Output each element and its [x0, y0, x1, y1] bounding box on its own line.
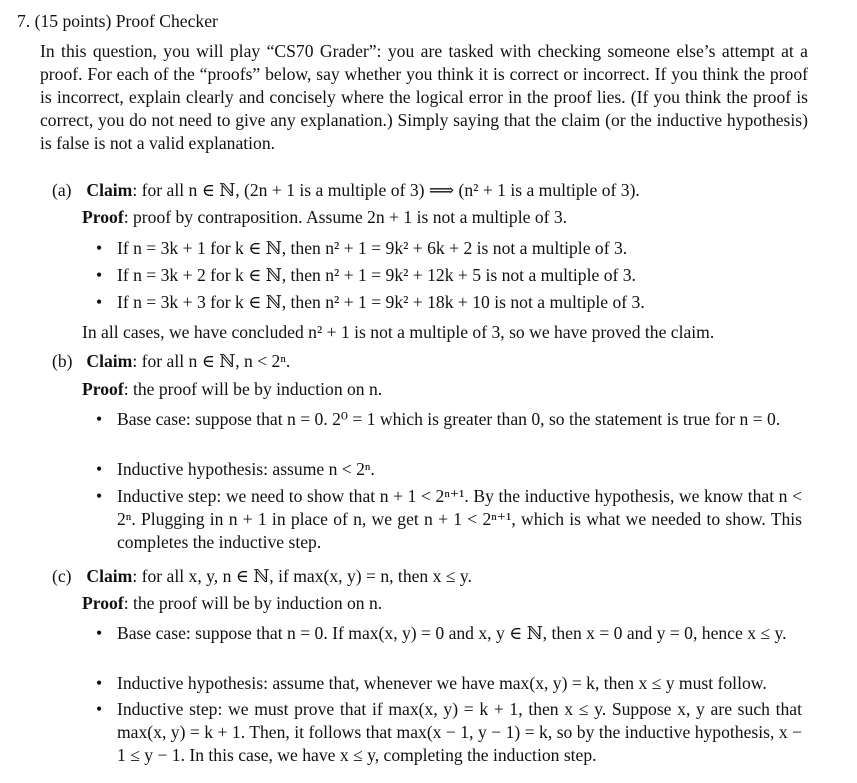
part-a-bullet-text: If n = 3k + 1 for k ∈ ℕ, then n² + 1 = 9k² + 6k + 2 is not a multiple of 3. [117, 238, 628, 258]
part-a-claim [52, 179, 812, 202]
part-a-bullet [96, 264, 802, 287]
part-b-bullet-text: Inductive step: we need to show that n + 1 < 2ⁿ⁺¹. By the inductive hypothesis, we know that n < 2ⁿ. Plugging in n + 1 in place of n, we get n + 1 < 2ⁿ⁺¹, which is what we needed to show. This completes the inductive step. [117, 486, 802, 552]
part-b-label: (b) [52, 351, 73, 371]
part-c-proof-text: : the proof will be by induction on n. [123, 593, 383, 613]
part-b-bullet [96, 485, 802, 554]
question-heading [17, 10, 847, 33]
bullet-icon: • [96, 699, 103, 719]
part-c-bullet-text: Inductive step: we must prove that if max(x, y) = k + 1, then x ≤ y. Suppose x, y are such that max(x, y) = k + 1. Then, it follows that max(x − 1, y − 1) = k, so by the inductive hypothesis, x − 1 ≤ y − 1. In this case, we have x ≤ y, completing the induction step. [117, 699, 802, 765]
part-b-proof-label: Proof [82, 379, 124, 399]
part-c-bullet [96, 622, 802, 645]
part-a-bullet-text: If n = 3k + 2 for k ∈ ℕ, then n² + 1 = 9k² + 12k + 5 is not a multiple of 3. [117, 265, 636, 285]
question-title: Proof Checker [115, 11, 218, 31]
part-a-claim-text: : for all n ∈ ℕ, (2n + 1 is a multiple of 3) ⟹ (n² + 1 is a multiple of 3). [132, 180, 640, 200]
part-a-bullet [96, 237, 802, 260]
question-number: 7. [17, 11, 31, 31]
part-c-bullet-text: Base case: suppose that n = 0. If max(x, y) = 0 and x, y ∈ ℕ, then x = 0 and y = 0, hence x ≤ y. [117, 623, 787, 643]
question-points: (15 points) [34, 11, 112, 31]
bullet-icon: • [96, 238, 103, 258]
part-b-claim-label: Claim [86, 351, 133, 371]
part-c-label: (c) [52, 566, 72, 586]
part-b-bullet [96, 408, 802, 431]
part-a-bullet [96, 291, 802, 314]
bullet-icon: • [96, 486, 103, 506]
bullet-icon: • [96, 265, 103, 285]
bullet-icon: • [96, 623, 103, 643]
part-c-bullet-text: Inductive hypothesis: assume that, whenever we have max(x, y) = k, then x ≤ y must follow. [117, 673, 767, 693]
part-c-claim-text: : for all x, y, n ∈ ℕ, if max(x, y) = n, then x ≤ y. [132, 566, 472, 586]
part-c-proof-label: Proof [82, 593, 124, 613]
part-c-bullet [96, 672, 802, 695]
part-b-bullet-text: Base case: suppose that n = 0. 2⁰ = 1 which is greater than 0, so the statement is true for n = 0. [117, 409, 781, 429]
bullet-icon: • [96, 673, 103, 693]
part-b-proof [82, 378, 812, 401]
question-intro: In this question, you will play “CS70 Grader”: you are tasked with checking someone else’s attempt at a proof. For each of the “proofs” below, say whether you think it is correct or incorrect. If you think the proof is incorrect, explain clearly and concisely where the logical error in the proof lies. (If you think the proof is correct, you do not need to give any explanation.) Simply saying that the claim (or the inductive hypothesis) is false is not a valid explanation. [40, 41, 808, 153]
part-c-bullet [96, 698, 802, 767]
part-a-proof-label: Proof [82, 207, 124, 227]
part-b-claim [52, 350, 812, 373]
part-a-bullet-text: If n = 3k + 3 for k ∈ ℕ, then n² + 1 = 9k² + 18k + 10 is not a multiple of 3. [117, 292, 645, 312]
part-b-bullet [96, 458, 802, 481]
part-a-conclusion: In all cases, we have concluded n² + 1 is not a multiple of 3, so we have proved the claim. [82, 322, 715, 342]
part-b-proof-text: : the proof will be by induction on n. [123, 379, 383, 399]
part-a-proof-text: : proof by contraposition. Assume 2n + 1 is not a multiple of 3. [123, 207, 568, 227]
part-a-claim-label: Claim [86, 180, 133, 200]
part-a-label: (a) [52, 180, 72, 200]
part-c-proof [82, 592, 812, 615]
bullet-icon: • [96, 292, 103, 312]
bullet-icon: • [96, 459, 103, 479]
part-b-claim-text: : for all n ∈ ℕ, n < 2ⁿ. [132, 351, 291, 371]
bullet-icon: • [96, 409, 103, 429]
part-b-bullet-text: Inductive hypothesis: assume n < 2ⁿ. [117, 459, 375, 479]
part-c-claim-label: Claim [86, 566, 133, 586]
part-c-claim [52, 565, 812, 588]
part-a-proof [82, 206, 812, 229]
